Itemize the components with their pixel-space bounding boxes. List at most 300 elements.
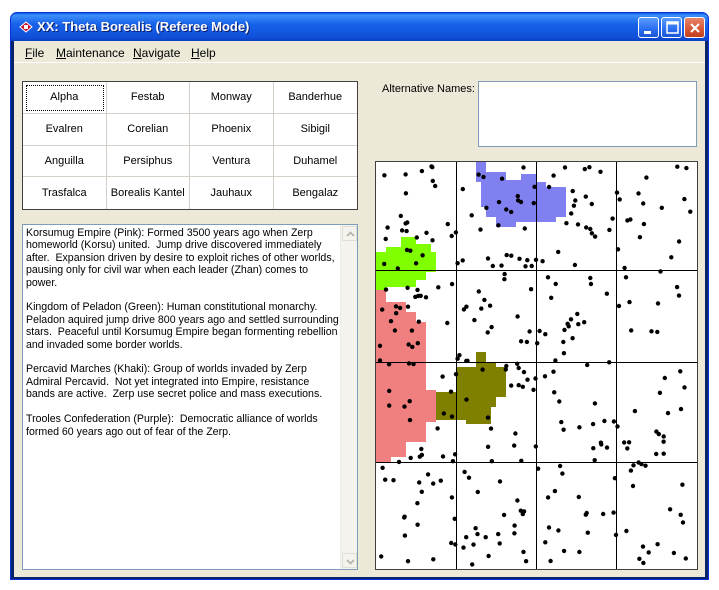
star-dot[interactable] [540, 259, 544, 263]
star-dot[interactable] [553, 358, 557, 362]
star-dot[interactable] [453, 452, 457, 456]
star-dot[interactable] [473, 526, 477, 530]
star-dot[interactable] [537, 329, 541, 333]
star-dot[interactable] [565, 322, 569, 326]
star-dot[interactable] [502, 277, 506, 281]
star-dot[interactable] [446, 222, 450, 226]
star-dot[interactable] [419, 294, 423, 298]
star-dot[interactable] [382, 173, 386, 177]
star-dot[interactable] [431, 179, 435, 183]
scroll-up-button[interactable] [342, 226, 357, 241]
star-dot[interactable] [441, 454, 445, 458]
star-dot[interactable] [655, 330, 659, 334]
star-dot[interactable] [631, 484, 635, 488]
star-dot[interactable] [599, 441, 603, 445]
star-dot[interactable] [554, 282, 558, 286]
star-dot[interactable] [562, 549, 566, 553]
star-dot[interactable] [424, 295, 428, 299]
star-dot[interactable] [436, 285, 440, 289]
star-dot[interactable] [440, 374, 444, 378]
star-dot[interactable] [551, 173, 555, 177]
star-dot[interactable] [415, 288, 419, 292]
star-dot[interactable] [479, 306, 483, 310]
star-dot[interactable] [405, 286, 409, 290]
star-dot[interactable] [382, 262, 386, 266]
star-dot[interactable] [387, 362, 391, 366]
star-dot[interactable] [562, 351, 566, 355]
star-dot[interactable] [516, 194, 520, 198]
star-dot[interactable] [519, 459, 523, 463]
planet-cell[interactable]: Alpha [23, 82, 107, 114]
star-dot[interactable] [462, 470, 466, 474]
star-dot[interactable] [527, 329, 531, 333]
star-dot[interactable] [612, 419, 616, 423]
star-dot[interactable] [387, 403, 391, 407]
star-dot[interactable] [532, 185, 536, 189]
star-dot[interactable] [627, 300, 631, 304]
star-dot[interactable] [543, 332, 547, 336]
planet-cell[interactable]: Duhamel [274, 146, 358, 178]
star-dot[interactable] [498, 479, 502, 483]
star-dot[interactable] [450, 495, 454, 499]
planet-cell[interactable]: Sibigil [274, 114, 358, 146]
star-dot[interactable] [661, 440, 665, 444]
star-dot[interactable] [417, 320, 421, 324]
star-dot[interactable] [629, 328, 633, 332]
star-dot[interactable] [467, 476, 471, 480]
planet-cell[interactable]: Monway [190, 82, 274, 114]
star-dot[interactable] [563, 165, 567, 169]
star-dot[interactable] [558, 464, 562, 468]
star-dot[interactable] [629, 468, 633, 472]
star-dot[interactable] [605, 445, 609, 449]
star-dot[interactable] [641, 201, 645, 205]
star-dot[interactable] [672, 551, 676, 555]
sector-map[interactable] [375, 161, 698, 570]
star-dot[interactable] [675, 165, 679, 169]
star-dot[interactable] [430, 165, 434, 169]
star-dot[interactable] [631, 463, 635, 467]
star-dot[interactable] [679, 513, 683, 517]
star-dot[interactable] [575, 312, 579, 316]
star-dot[interactable] [684, 166, 688, 170]
star-dot[interactable] [470, 213, 474, 217]
star-dot[interactable] [489, 426, 493, 430]
star-dot[interactable] [613, 476, 617, 480]
star-dot[interactable] [637, 557, 641, 561]
star-dot[interactable] [607, 360, 611, 364]
star-dot[interactable] [471, 542, 475, 546]
menu-help[interactable] [191, 46, 216, 60]
star-dot[interactable] [415, 501, 419, 505]
star-dot[interactable] [419, 447, 423, 451]
star-dot[interactable] [533, 376, 537, 380]
star-dot[interactable] [407, 361, 411, 365]
planet-cell[interactable]: Jauhaux [190, 177, 274, 209]
star-dot[interactable] [531, 388, 535, 392]
star-dot[interactable] [576, 222, 580, 226]
star-dot[interactable] [547, 185, 551, 189]
star-dot[interactable] [512, 443, 516, 447]
star-dot[interactable] [431, 481, 435, 485]
star-dot[interactable] [486, 256, 490, 260]
star-dot[interactable] [455, 357, 459, 361]
star-dot[interactable] [561, 340, 565, 344]
star-dot[interactable] [420, 490, 424, 494]
star-dot[interactable] [387, 389, 391, 393]
star-dot[interactable] [476, 490, 480, 494]
star-dot[interactable] [525, 378, 529, 382]
star-dot[interactable] [641, 561, 645, 565]
star-dot[interactable] [512, 531, 516, 535]
star-dot[interactable] [601, 512, 605, 516]
star-dot[interactable] [548, 559, 552, 563]
star-dot[interactable] [393, 328, 397, 332]
star-dot[interactable] [384, 287, 388, 291]
star-dot[interactable] [591, 422, 595, 426]
star-dot[interactable] [408, 418, 412, 422]
star-dot[interactable] [559, 420, 563, 424]
star-dot[interactable] [430, 238, 434, 242]
star-dot[interactable] [589, 282, 593, 286]
star-dot[interactable] [380, 466, 384, 470]
star-dot[interactable] [521, 385, 525, 389]
star-dot[interactable] [569, 317, 573, 321]
star-dot[interactable] [682, 385, 686, 389]
star-dot[interactable] [536, 467, 540, 471]
star-dot[interactable] [523, 226, 527, 230]
star-dot[interactable] [654, 429, 658, 433]
star-dot[interactable] [624, 275, 628, 279]
star-dot[interactable] [684, 556, 688, 560]
star-dot[interactable] [534, 444, 538, 448]
star-dot[interactable] [649, 329, 653, 333]
star-dot[interactable] [455, 261, 459, 265]
star-dot[interactable] [484, 535, 488, 539]
star-dot[interactable] [678, 369, 682, 373]
star-dot[interactable] [509, 210, 513, 214]
star-dot[interactable] [556, 528, 560, 532]
region-purple[interactable] [476, 162, 566, 227]
menu-maintenance[interactable] [56, 46, 125, 60]
star-dot[interactable] [378, 344, 382, 348]
star-dot[interactable] [406, 559, 410, 563]
star-dot[interactable] [420, 169, 424, 173]
star-dot[interactable] [572, 204, 576, 208]
star-dot[interactable] [398, 306, 402, 310]
star-dot[interactable] [442, 411, 446, 415]
star-dot[interactable] [461, 258, 465, 262]
star-dot[interactable] [546, 275, 550, 279]
star-dot[interactable] [513, 431, 517, 435]
star-dot[interactable] [591, 446, 595, 450]
menu-file[interactable] [25, 46, 44, 60]
star-dot[interactable] [675, 285, 679, 289]
star-dot[interactable] [654, 452, 658, 456]
star-dot[interactable] [515, 362, 519, 366]
star-dot[interactable] [406, 305, 410, 309]
star-dot[interactable] [523, 264, 527, 268]
star-dot[interactable] [502, 513, 506, 517]
star-dot[interactable] [598, 170, 602, 174]
star-dot[interactable] [454, 230, 458, 234]
star-dot[interactable] [403, 172, 407, 176]
star-dot[interactable] [453, 517, 457, 521]
star-dot[interactable] [476, 172, 480, 176]
star-dot[interactable] [389, 319, 393, 323]
star-dot[interactable] [403, 533, 407, 537]
star-dot[interactable] [611, 510, 615, 514]
star-dot[interactable] [413, 295, 417, 299]
planet-cell[interactable]: Festab [107, 82, 191, 114]
star-dot[interactable] [636, 191, 640, 195]
planet-cell[interactable]: Bengalaz [292, 187, 339, 200]
star-dot[interactable] [414, 261, 418, 265]
star-dot[interactable] [509, 254, 513, 258]
planet-cell[interactable]: Borealis Kantel [107, 177, 191, 209]
star-dot[interactable] [480, 367, 484, 371]
star-dot[interactable] [553, 489, 557, 493]
planet-cell[interactable]: Phoenix [190, 114, 274, 146]
star-dot[interactable] [486, 554, 490, 558]
star-dot[interactable] [394, 304, 398, 308]
star-dot[interactable] [677, 239, 681, 243]
star-dot[interactable] [500, 177, 504, 181]
star-dot[interactable] [588, 276, 592, 280]
star-dot[interactable] [486, 415, 490, 419]
star-dot[interactable] [655, 542, 659, 546]
star-dot[interactable] [504, 207, 508, 211]
star-dot[interactable] [668, 507, 672, 511]
star-dot[interactable] [583, 167, 587, 171]
star-dot[interactable] [577, 425, 581, 429]
star-dot[interactable] [543, 540, 547, 544]
star-dot[interactable] [627, 440, 631, 444]
star-dot[interactable] [607, 228, 611, 232]
star-dot[interactable] [450, 414, 454, 418]
star-dot[interactable] [586, 531, 590, 535]
star-dot[interactable] [394, 311, 398, 315]
star-dot[interactable] [658, 269, 662, 273]
star-dot[interactable] [383, 478, 387, 482]
star-dot[interactable] [400, 228, 404, 232]
star-dot[interactable] [384, 237, 388, 241]
star-dot[interactable] [431, 557, 435, 561]
star-dot[interactable] [529, 287, 533, 291]
star-dot[interactable] [516, 198, 520, 202]
planet-cell[interactable]: Ventura [190, 146, 274, 178]
star-dot[interactable] [641, 544, 645, 548]
star-dot[interactable] [549, 296, 553, 300]
star-dot[interactable] [409, 456, 413, 460]
star-dot[interactable] [396, 266, 400, 270]
star-dot[interactable] [415, 235, 419, 239]
star-dot[interactable] [564, 221, 568, 225]
planet-cell[interactable]: Corelian [107, 114, 191, 146]
star-dot[interactable] [551, 370, 555, 374]
star-dot[interactable] [420, 253, 424, 257]
star-dot[interactable] [488, 304, 492, 308]
star-dot[interactable] [454, 372, 458, 376]
star-dot[interactable] [451, 459, 455, 463]
star-dot[interactable] [584, 194, 588, 198]
star-dot[interactable] [615, 424, 619, 428]
star-dot[interactable] [625, 446, 629, 450]
star-dot[interactable] [569, 211, 573, 215]
maximize-button[interactable] [661, 17, 682, 38]
star-dot[interactable] [662, 434, 666, 438]
star-dot[interactable] [643, 464, 647, 468]
star-dot[interactable] [530, 264, 534, 268]
star-dot[interactable] [439, 479, 443, 483]
star-dot[interactable] [562, 328, 566, 332]
star-dot[interactable] [532, 201, 536, 205]
star-dot[interactable] [385, 225, 389, 229]
star-dot[interactable] [522, 370, 526, 374]
star-dot[interactable] [669, 255, 673, 259]
star-dot[interactable] [588, 227, 592, 231]
star-dot[interactable] [490, 459, 494, 463]
star-dot[interactable] [450, 282, 454, 286]
star-dot[interactable] [391, 478, 395, 482]
star-dot[interactable] [605, 292, 609, 296]
star-dot[interactable] [658, 391, 662, 395]
star-dot[interactable] [415, 523, 419, 527]
star-dot[interactable] [557, 399, 561, 403]
star-dot[interactable] [593, 401, 597, 405]
star-dot[interactable] [616, 247, 620, 251]
star-dot[interactable] [517, 366, 521, 370]
star-dot[interactable] [524, 559, 528, 563]
close-button[interactable] [684, 17, 705, 38]
star-dot[interactable] [577, 495, 581, 499]
star-dot[interactable] [517, 383, 521, 387]
star-dot[interactable] [445, 321, 449, 325]
star-dot[interactable] [509, 383, 513, 387]
star-dot[interactable] [622, 266, 626, 270]
star-dot[interactable] [535, 341, 539, 345]
star-dot[interactable] [570, 336, 574, 340]
star-dot[interactable] [647, 550, 651, 554]
star-dot[interactable] [426, 472, 430, 476]
star-dot[interactable] [504, 364, 508, 368]
star-dot[interactable] [433, 184, 437, 188]
region-pink[interactable] [376, 290, 436, 462]
star-dot[interactable] [521, 550, 525, 554]
star-dot[interactable] [496, 223, 500, 227]
star-dot[interactable] [424, 231, 428, 235]
star-dot[interactable] [484, 206, 488, 210]
star-dot[interactable] [410, 328, 414, 332]
star-dot[interactable] [505, 253, 509, 257]
star-dot[interactable] [478, 227, 482, 231]
sector-map-canvas[interactable] [376, 162, 697, 569]
star-dot[interactable] [417, 480, 421, 484]
planet-cell[interactable]: Banderhue [274, 82, 358, 114]
star-dot[interactable] [543, 374, 547, 378]
star-dot[interactable] [561, 428, 565, 432]
star-dot[interactable] [639, 462, 643, 466]
star-dot[interactable] [517, 257, 521, 261]
star-dot[interactable] [681, 520, 685, 524]
star-dot[interactable] [584, 513, 588, 517]
star-dot[interactable] [582, 320, 586, 324]
minimize-button[interactable] [638, 17, 659, 38]
planet-cell[interactable]: Evalren [23, 114, 107, 146]
star-dot[interactable] [571, 189, 575, 193]
star-dot[interactable] [584, 225, 588, 229]
star-dot[interactable] [660, 206, 664, 210]
app-icon[interactable] [18, 20, 34, 34]
star-dot[interactable] [411, 362, 415, 366]
star-dot[interactable] [590, 202, 594, 206]
star-dot[interactable] [614, 533, 618, 537]
star-dot[interactable] [497, 200, 501, 204]
star-dot[interactable] [525, 340, 529, 344]
star-dot[interactable] [576, 322, 580, 326]
star-dot[interactable] [420, 453, 424, 457]
star-dot[interactable] [450, 234, 454, 238]
star-dot[interactable] [577, 550, 581, 554]
star-dot[interactable] [593, 458, 597, 462]
star-dot[interactable] [512, 523, 516, 527]
star-dot[interactable] [406, 342, 410, 346]
star-dot[interactable] [519, 339, 523, 343]
star-dot[interactable] [499, 263, 503, 267]
star-dot[interactable] [560, 471, 564, 475]
star-dot[interactable] [481, 175, 485, 179]
star-dot[interactable] [556, 250, 560, 254]
star-dot[interactable] [379, 554, 383, 558]
star-dot[interactable] [656, 301, 660, 305]
star-dot[interactable] [663, 376, 667, 380]
star-dot[interactable] [399, 214, 403, 218]
star-dot[interactable] [482, 298, 486, 302]
star-dot[interactable] [435, 426, 439, 430]
star-dot[interactable] [404, 191, 408, 195]
star-dot[interactable] [453, 542, 457, 546]
star-dot[interactable] [408, 399, 412, 403]
star-dot[interactable] [470, 562, 474, 566]
star-dot[interactable] [587, 165, 591, 169]
star-dot[interactable] [404, 229, 408, 233]
menu-navigate[interactable] [133, 46, 180, 60]
star-dot[interactable] [593, 234, 597, 238]
planet-cell[interactable]: Anguilla [23, 146, 107, 178]
star-dot[interactable] [449, 541, 453, 545]
star-dot[interactable] [618, 197, 622, 201]
star-dot[interactable] [682, 197, 686, 201]
star-dot[interactable] [403, 221, 407, 225]
star-dot[interactable] [515, 498, 519, 502]
star-dot[interactable] [464, 305, 468, 309]
star-dot[interactable] [547, 525, 551, 529]
star-dot[interactable] [642, 222, 646, 226]
star-dot[interactable] [585, 363, 589, 367]
star-dot[interactable] [628, 217, 632, 221]
star-dot[interactable] [402, 515, 406, 519]
star-dot[interactable] [546, 495, 550, 499]
star-dot[interactable] [644, 175, 648, 179]
star-dot[interactable] [408, 249, 412, 253]
star-dot[interactable] [486, 445, 490, 449]
star-dot[interactable] [464, 397, 468, 401]
star-dot[interactable] [461, 545, 465, 549]
star-dot[interactable] [498, 541, 502, 545]
star-dot[interactable] [688, 210, 692, 214]
star-dot[interactable] [666, 411, 670, 415]
star-dot[interactable] [638, 235, 642, 239]
